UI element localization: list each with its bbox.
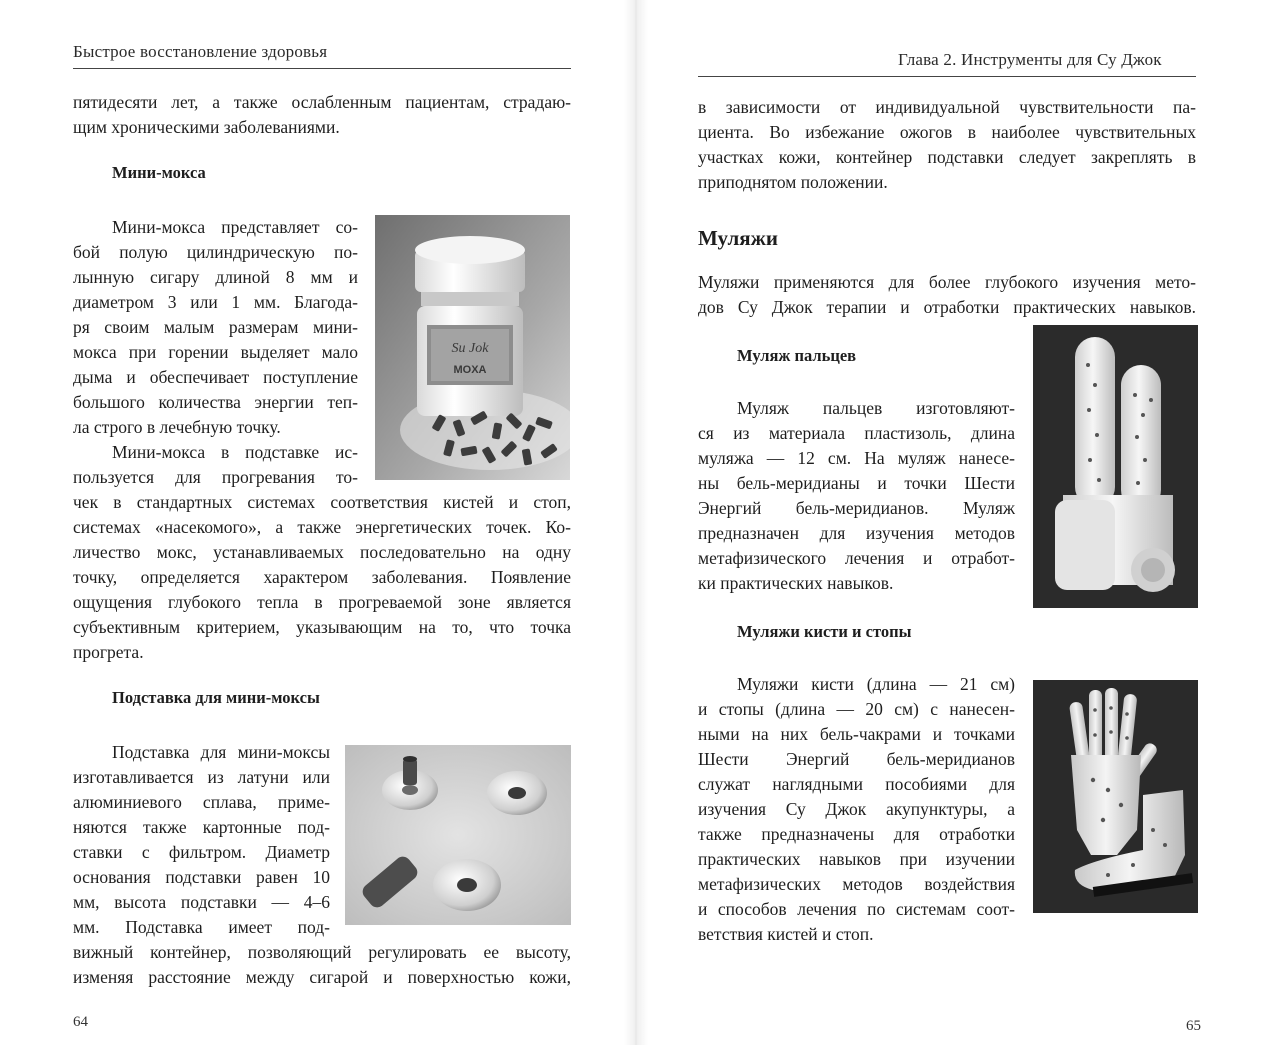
paragraph-line: ря своим малым размерам мини- [73,317,358,337]
left-page-number: 64 [73,1014,88,1030]
section-title-moxa-stand: Подставка для мини-моксы [112,688,320,707]
paragraph-line: муляжа — 12 см. На муляж нанесе- [698,448,1015,468]
left-running-head: Быстрое восстановление здоровья [73,42,328,61]
right-page-number: 65 [1186,1018,1201,1034]
paragraph-line: пользуется для прогревания то- [73,467,358,487]
paragraph-line: лынную сигару длиной 8 мм и [73,267,358,287]
paragraph-line: ными на них бель-чакрами и точками [698,724,1015,744]
paragraph-line: изучения Су Джок акупунктуры, а [698,799,1015,819]
finger-model-illustration [1033,325,1198,608]
paragraph-line: предназначен для изучения методов [698,523,1015,543]
paragraph-line: изменяя расстояние между сигарой и поверхностью кожи, [73,967,571,987]
right-head-rule [698,76,1196,77]
paragraph-line: ветствия кистей и стоп. [698,924,874,944]
moxa-jar-illustration [375,215,570,480]
paragraph-line: Энергий бель-меридианов. Муляж [698,498,1015,518]
paragraph-line: циента. Во избежание ожогов в наиболее чувствительных [698,122,1196,142]
section-title-mini-moxa: Мини-мокса [112,163,206,182]
paragraph-line: Шести Энергий бель-меридианов [698,749,1015,769]
paragraph-line: приподнятом положении. [698,172,888,192]
paragraph-line: Мини-мокса представляет со- [112,217,358,237]
paragraph-line: и стопы (длина — 20 см) с нанесен- [698,699,1015,719]
paragraph-line: Муляж пальцев изготовляют- [737,398,1015,418]
right-running-head: Глава 2. Инструменты для Су Джок [898,50,1162,69]
paragraph-line: мм. Подставка имеет под- [73,917,330,937]
paragraph-line: чек в стандартных системах соответствия кистей и стоп, [73,492,571,512]
moxa-stand-photo [345,745,571,925]
paragraph-line: няются также картонные под- [73,817,330,837]
paragraph-line: Муляжи применяются для более глубокого изучения мето- [698,272,1196,292]
paragraph-line: дов Су Джок терапии и отработки практических навыков. [698,297,1196,317]
paragraph-line: мокса при горении выделяет мало [73,342,358,362]
paragraph-line: Муляжи кисти (длина — 21 см) [737,674,1015,694]
left-intro-line: щим хроническими заболеваниями. [73,117,340,137]
paragraph-line: практических навыков при изучении [698,849,1015,869]
finger-model-photo [1033,325,1198,608]
paragraph-line: метафизических методов воздействия [698,874,1015,894]
paragraph-line: системах «насекомого», а также энергетических точек. Ко- [73,517,571,537]
subsection-title-finger-model: Муляж пальцев [737,346,857,365]
subsection-title-hand-foot-models: Муляжи кисти и стопы [737,622,912,641]
paragraph-line: мм, высота подставки — 4–6 [73,892,330,912]
paragraph-line: участках кожи, контейнер подставки следует закреплять в [698,147,1196,167]
section-title-models: Муляжи [698,226,778,250]
paragraph-line: Мини-мокса в подставке ис- [112,442,358,462]
paragraph-line: ощущения глубокого тепла в прогреваемой зоне является [73,592,571,612]
paragraph-line: ки практических навыков. [698,573,894,593]
paragraph-line: служат наглядными пособиями для [698,774,1015,794]
paragraph-line: большого количества энергии теп- [73,392,358,412]
paragraph-line: бой полую цилиндрическую по- [73,242,358,262]
paragraph-line: ся из материала пластизоль, длина [698,423,1015,443]
paragraph-line: алюминиевого сплава, приме- [73,792,330,812]
paragraph-line: метафизического лечения и отработ- [698,548,1015,568]
left-intro-line: пятидесяти лет, а также ослабленным пациентам, страдаю- [73,92,571,112]
paragraph-line: дыма и обеспечивает поступление [73,367,358,387]
paragraph-line: и способов лечения по системам соот- [698,899,1015,919]
paragraph-line: ла строго в лечебную точку. [73,417,281,437]
paragraph-line: изготавливается из латуни или [73,767,330,787]
jar-label-brand: Su Jok [451,341,489,356]
paragraph-line: основания подставки равен 10 [73,867,330,887]
left-head-rule [73,68,571,69]
paragraph-line: точку, определяется характером заболевания. Появление [73,567,571,587]
paragraph-line: Подставка для мини-моксы [112,742,330,762]
paragraph-line: ны бель-меридианы и точки Шести [698,473,1015,493]
paragraph-line: также предназначены для отработки [698,824,1015,844]
jar-label-product: MOXA [453,364,487,376]
hand-foot-model-illustration [1033,680,1198,913]
paragraph-line: диаметром 3 или 1 мм. Благода- [73,292,358,312]
right-page [634,0,1269,1045]
moxa-stand-illustration [345,745,571,925]
left-page [0,0,634,1045]
moxa-jar-photo [375,215,570,480]
paragraph-line: субъективным критерием, указывающим на то, что точка [73,617,571,637]
paragraph-line: личество мокс, устанавливаемых последовательно на одну [73,542,571,562]
paragraph-line: ставки с фильтром. Диаметр [73,842,330,862]
paragraph-line: вижный контейнер, позволяющий регулировать ее высоту, [73,942,571,962]
hand-foot-model-photo [1033,680,1198,913]
paragraph-line: в зависимости от индивидуальной чувствительности па- [698,97,1196,117]
paragraph-line: прогрета. [73,642,144,662]
